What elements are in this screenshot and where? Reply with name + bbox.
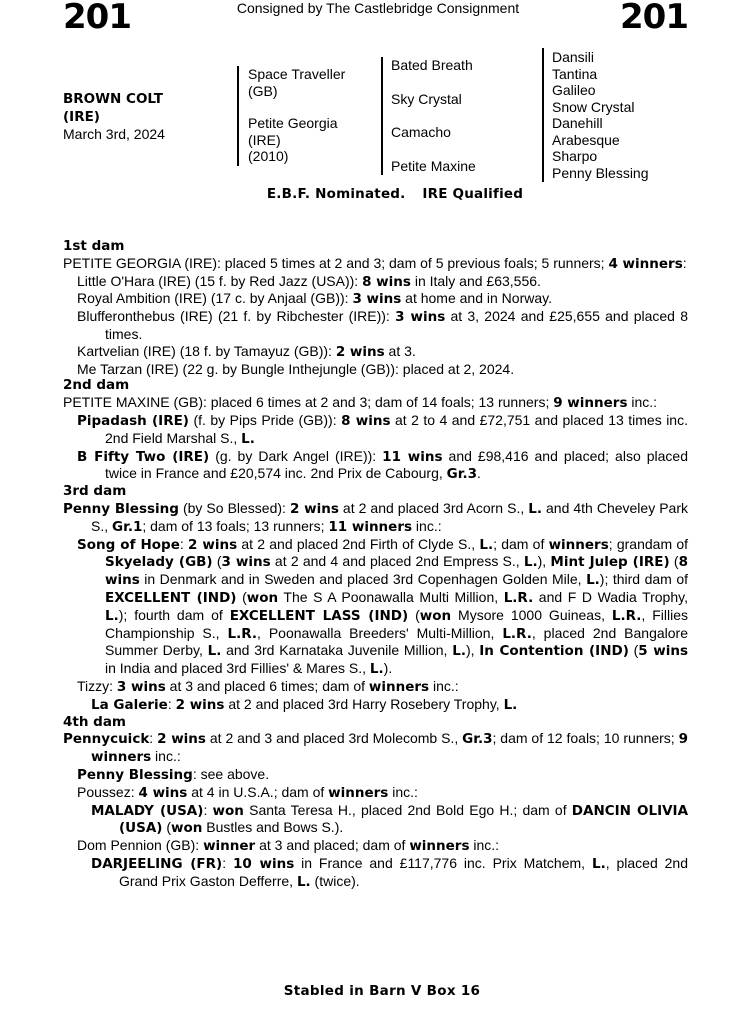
- bold-text: 4 winners: [608, 255, 683, 272]
- pedigree-sire: [248, 66, 345, 99]
- entry-text: :: [167, 695, 176, 712]
- entry-text: Me Tarzan (IRE) (22 g. by Bungle Inthejungle (GB)): placed at 2, 2024.: [77, 360, 515, 377]
- bold-text: 3 wins: [352, 291, 402, 308]
- entry-text: in India and placed 3rd Fillies' & Mares S.,: [105, 660, 370, 677]
- bold-text: Pennycuick: [63, 731, 150, 748]
- entry-text: (twice).: [310, 872, 360, 889]
- horse-country: (IRE): [63, 109, 100, 125]
- bold-text: L.R.: [502, 625, 532, 642]
- great-grandparent: Snow Crystal: [552, 98, 635, 115]
- bold-text: L.: [296, 873, 311, 890]
- entry-text: Little O'Hara (IRE) (15 f. by Red Jazz (USA)):: [77, 272, 363, 289]
- bold-text: L.: [586, 572, 600, 589]
- bold-text: winners: [368, 678, 430, 695]
- entry-text: at 2 to 4 and £72,751 and placed 13 times inc. 2nd Field Marshal S.,: [105, 411, 688, 446]
- entry-text: Royal Ambition (IRE) (17 c. by Anjaal (GB)):: [77, 290, 353, 307]
- dam-section: [63, 377, 688, 483]
- section-title: 1st dam: [63, 238, 125, 254]
- section-title: 4th dam: [63, 713, 126, 730]
- entry-text: :: [222, 854, 233, 871]
- bold-text: Gr.3: [462, 731, 493, 748]
- entry-text: inc.:: [469, 837, 500, 854]
- entry-text: and 3rd Karnataka Juvenile Million,: [221, 642, 453, 659]
- pedigree-bar-2: [381, 57, 383, 175]
- lot-number-right: 201: [620, 0, 688, 37]
- entry-text: at 3 and placed 6 times; dam of: [165, 677, 369, 694]
- bold-text: 2 wins: [157, 731, 206, 748]
- entry-text: at 3.: [384, 342, 416, 359]
- entry-text: (: [628, 642, 639, 659]
- pedigree-entry: [77, 536, 688, 678]
- bold-text: 9 winners: [553, 395, 628, 412]
- bold-text: 10 wins: [232, 855, 295, 872]
- entry-text: in France and £117,776 inc. Prix Matchem,: [294, 854, 592, 871]
- great-grandparent: Penny Blessing: [552, 164, 649, 181]
- pedigree-entry: [77, 361, 688, 378]
- bold-text: 8 wins: [362, 273, 411, 290]
- entry-text: (g. by Dark Angel (IRE)):: [209, 447, 383, 464]
- entry-text: The S A Poonawalla Multi Million,: [278, 588, 504, 605]
- entry-text: Santa Teresa H., placed 2nd Bold Ego H.; dam of: [243, 801, 572, 818]
- dam-country: (IRE): [248, 131, 281, 148]
- bold-text: B Fifty Two (IRE): [77, 448, 210, 465]
- bold-text: L.R.: [227, 625, 258, 642]
- horse-description: [63, 90, 165, 143]
- entry-text: and £98,416 and placed; also placed twice in France and £20,574 inc. 2nd Prix de Cabourg,: [105, 447, 688, 482]
- entry-text: , placed 2nd Bangalore Summer Derby,: [105, 624, 688, 659]
- sire-country: (GB): [248, 82, 278, 99]
- bold-text: 2 wins: [289, 500, 339, 517]
- entry-text: ; dam of 12 foals; 10 runners;: [492, 730, 679, 747]
- pedigree-entry: [77, 290, 688, 308]
- great-grandparent: Tantina: [552, 65, 598, 82]
- entry-text: ); third dam of: [599, 571, 688, 588]
- pedigree-entry: [77, 412, 688, 448]
- bold-text: won: [246, 589, 279, 606]
- bold-text: winner: [203, 838, 256, 855]
- pedigree-entry: [91, 802, 688, 838]
- entry-text: at 2 and 4 and placed 2nd Empress S.,: [270, 553, 524, 570]
- bold-text: winners: [409, 838, 470, 855]
- entry-text: : see above.: [192, 765, 270, 782]
- entry-text: (f. by Pips Pride (GB)):: [188, 411, 342, 428]
- bold-text: 2 wins: [335, 343, 385, 360]
- entry-text: and F D Wadia Trophy,: [533, 588, 688, 605]
- nomination-line: [0, 186, 750, 202]
- bold-text: L.: [369, 661, 384, 678]
- pedigree-entry: [91, 696, 688, 714]
- horse-sex-colour: BROWN COLT: [63, 91, 164, 107]
- entry-text: ); fourth dam of: [118, 606, 230, 623]
- bold-text: Gr.1: [112, 518, 143, 535]
- dam-section: [63, 238, 688, 377]
- entry-text: PETITE MAXINE (GB): placed 6 times at 2 and 3; dam of 14 foals; 13 runners;: [63, 394, 554, 411]
- bold-text: L.: [528, 500, 542, 517]
- entry-text: inc.:: [429, 677, 459, 694]
- granddam-maternal: Petite Maxine: [391, 157, 476, 174]
- horse-foaled-date: March 3rd, 2024: [63, 126, 165, 142]
- bold-text: L.: [207, 643, 222, 660]
- consignor-line: Consigned by The Castlebridge Consignment: [236, 0, 520, 16]
- entry-text: inc.:: [151, 748, 181, 765]
- pedigree-entry: [77, 784, 688, 802]
- bold-text: 5 wins: [638, 643, 688, 660]
- bold-text: 2 wins: [187, 536, 238, 553]
- pedigree-entry: [77, 766, 688, 784]
- bold-text: 3 wins: [395, 309, 446, 326]
- bold-text: Penny Blessing: [77, 766, 193, 783]
- bold-text: EXCELLENT (IND): [105, 589, 237, 606]
- great-grandparent: Dansili: [552, 49, 595, 65]
- entry-text: at 3 and placed; dam of: [255, 837, 410, 854]
- stabled-location: Stabled in Barn V Box 16: [283, 983, 481, 999]
- bold-text: L.: [479, 536, 494, 553]
- bold-text: Pipadash (IRE): [77, 412, 189, 429]
- bold-text: L.: [591, 855, 606, 872]
- entry-text: at 2 and 3 and placed 3rd Molecomb S.,: [205, 730, 463, 747]
- section-title: 3rd dam: [63, 483, 127, 500]
- entry-text: in Italy and £63,556.: [410, 272, 541, 289]
- pedigree-entry: [91, 855, 688, 891]
- pedigree-entry: [77, 343, 688, 361]
- entry-text: , Poonawalla Breeders' Multi-Million,: [257, 624, 503, 641]
- great-grandparent: Arabesque: [552, 131, 620, 148]
- bold-text: L.: [105, 607, 119, 624]
- entry-text: :: [203, 801, 213, 818]
- entry-text: :: [179, 535, 188, 552]
- pedigree-entry: [77, 308, 688, 343]
- pedigree-entry: [77, 273, 688, 291]
- bold-text: 9 winners: [91, 731, 689, 766]
- bold-text: 11 wins: [382, 448, 443, 465]
- entry-text: ; grandam of: [608, 535, 689, 552]
- entry-text: at home and in Norway.: [401, 290, 552, 307]
- entry-text: PETITE GEORGIA (IRE): placed 5 times at 2 and 3; dam of 5 previous foals; 5 runners;: [63, 254, 609, 271]
- entry-text: :: [149, 730, 158, 747]
- bold-text: DARJEELING (FR): [91, 855, 223, 872]
- pedigree-parents: [248, 66, 345, 165]
- bold-text: MALADY (USA): [91, 802, 204, 819]
- entry-text: at 3, 2024 and £25,655 and placed 8 times.: [105, 308, 688, 342]
- dam-section: [63, 483, 688, 713]
- entry-text: (by So Blessed):: [178, 499, 290, 516]
- bold-text: winners: [328, 784, 389, 801]
- entry-text: ; dam of: [493, 535, 549, 552]
- bold-text: DANCIN OLIVIA (USA): [119, 802, 689, 837]
- bold-text: Gr.3: [446, 466, 477, 483]
- entry-text: (: [669, 553, 679, 570]
- dam-year: (2010): [248, 148, 289, 164]
- bold-text: won: [419, 607, 452, 624]
- pedigree-entry: [77, 448, 688, 484]
- entry-text: inc.:: [627, 394, 658, 411]
- entry-text: at 2 and placed 3rd Acorn S.,: [338, 499, 529, 516]
- pedigree-dam: [248, 115, 345, 165]
- bold-text: 11 winners: [328, 518, 413, 535]
- bold-text: L.: [452, 643, 466, 660]
- bold-text: won: [212, 802, 244, 819]
- entry-text: in Denmark and in Sweden and placed 3rd Copenhagen Golden Mile,: [139, 571, 587, 588]
- bold-text: L.: [241, 430, 255, 447]
- bold-text: L.R.: [611, 607, 642, 624]
- bold-text: Skyelady (GB): [105, 554, 213, 571]
- entry-text: , Fillies Championship S.,: [105, 606, 688, 641]
- pedigree-grandparents: [391, 57, 476, 174]
- great-grandparent: Galileo: [552, 82, 596, 98]
- pedigree-great-grandparents: [552, 49, 649, 181]
- entry-text: Blufferonthebus (IRE) (21 f. by Ribchester (IRE)):: [77, 308, 396, 325]
- bold-text: 3 wins: [221, 554, 271, 571]
- entry-text: inc.:: [412, 517, 442, 534]
- entry-text: .: [477, 465, 481, 482]
- entry-text: at 2 and placed 2nd Firth of Clyde S.,: [237, 535, 480, 552]
- bold-text: 2 wins: [175, 696, 225, 713]
- entry-text: ; dam of 13 foals; 13 runners;: [142, 517, 329, 534]
- pedigree-entry: [63, 394, 688, 412]
- entry-text: Dom Pennion (GB):: [77, 837, 204, 854]
- great-grandparent: Danehill: [552, 115, 603, 131]
- entry-text: (: [408, 606, 420, 623]
- bold-text: Mint Julep (IRE): [550, 554, 670, 571]
- section-title: 2nd dam: [63, 377, 130, 394]
- ebf-nominated: E.B.F. Nominated.: [266, 186, 406, 202]
- granddam-paternal: Sky Crystal: [391, 90, 462, 107]
- pedigree-entry: [63, 255, 688, 273]
- bold-text: 3 wins: [116, 678, 166, 695]
- entry-text: :: [682, 254, 687, 271]
- pedigree-entry: [63, 500, 688, 536]
- entry-text: ).: [383, 660, 393, 677]
- pedigree-bar-3: [542, 48, 544, 182]
- entry-text: (: [212, 553, 222, 570]
- pedigree-bar-1: [237, 66, 239, 166]
- entry-text: and 4th Cheveley Park S.,: [91, 499, 689, 534]
- entry-text: inc.:: [388, 783, 418, 800]
- bold-text: winners: [548, 536, 609, 553]
- great-grandparent: Sharpo: [552, 148, 598, 164]
- grandsire-maternal: Camacho: [391, 124, 451, 140]
- entry-text: Bustles and Bows S.).: [202, 819, 344, 836]
- ire-qualified: IRE Qualified: [422, 186, 524, 202]
- bold-text: L.R.: [503, 589, 534, 606]
- pedigree-entry: [63, 730, 688, 766]
- entry-text: at 4 in U.S.A.; dam of: [187, 783, 329, 800]
- entry-text: ),: [465, 642, 480, 659]
- sire-name: Space Traveller: [248, 66, 346, 82]
- grandsire-paternal: Bated Breath: [391, 57, 473, 73]
- pedigree-entry: [77, 678, 688, 696]
- dam-name: Petite Georgia: [248, 115, 338, 131]
- entry-text: at 2 and placed 3rd Harry Rosebery Trophy,: [224, 695, 504, 712]
- bold-text: EXCELLENT LASS (IND): [229, 607, 409, 624]
- bold-text: Penny Blessing: [63, 500, 179, 517]
- bold-text: 8 wins: [105, 554, 688, 589]
- entry-text: Poussez:: [77, 783, 139, 800]
- bold-text: In Contention (IND): [479, 643, 629, 660]
- entry-text: , placed 2nd Grand Prix Gaston Defferre,: [119, 854, 689, 889]
- entry-text: (: [162, 819, 172, 836]
- entry-text: (: [236, 588, 247, 605]
- entry-text: ),: [537, 553, 551, 570]
- dam-section: [63, 714, 688, 891]
- bold-text: Song of Hope: [77, 536, 180, 553]
- bold-text: 4 wins: [138, 784, 188, 801]
- entry-text: Kartvelian (IRE) (18 f. by Tamayuz (GB)):: [77, 342, 336, 359]
- entry-text: Mysore 1000 Guineas,: [451, 606, 612, 623]
- lot-number-left: 201: [63, 0, 131, 37]
- pedigree-entry: [77, 837, 688, 855]
- bold-text: L.: [523, 554, 538, 571]
- bold-text: 8 wins: [341, 412, 391, 429]
- bold-text: La Galerie: [91, 696, 168, 713]
- bold-text: won: [171, 820, 203, 837]
- catalogue-body: [63, 238, 688, 890]
- bold-text: L.: [503, 696, 518, 713]
- entry-text: Tizzy:: [77, 677, 117, 694]
